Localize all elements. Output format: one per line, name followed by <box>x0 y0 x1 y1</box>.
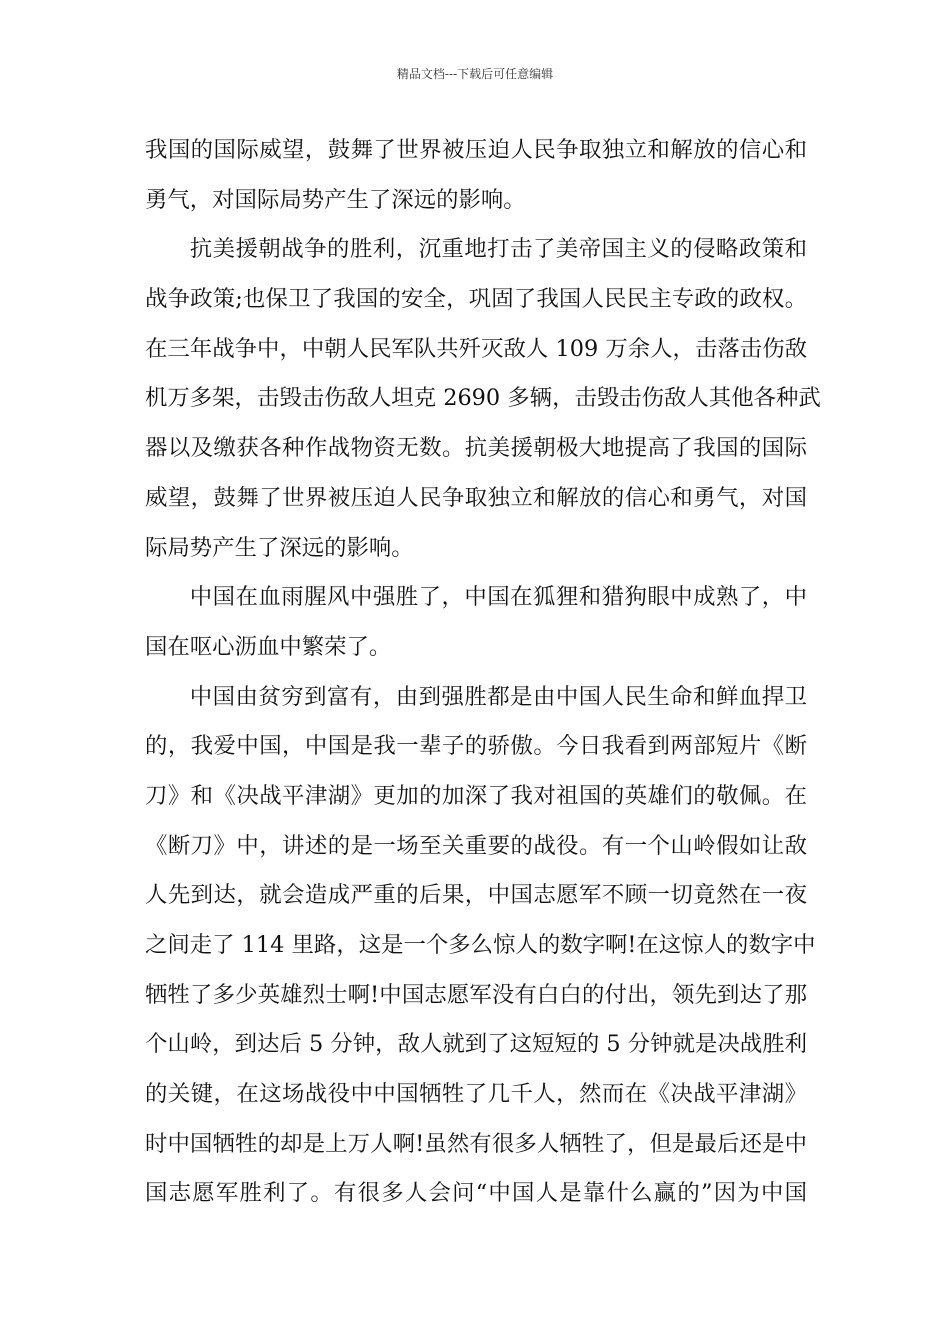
text-line: 抗美援朝战争的胜利，沉重地打击了美帝国主义的侵略政策和 <box>189 236 807 263</box>
text-line: 时中国牺牲的却是上万人啊!虽然有很多人牺牲了，但是最后还是中 <box>145 1130 807 1157</box>
text-line: 器以及缴获各种作战物资无数。抗美援朝极大地提高了我国的国际 <box>145 435 807 462</box>
text-line: 刀》和《决战平津湖》更加的加深了我对祖国的英雄们的敬佩。在 <box>145 782 807 809</box>
text-line: 战争政策;也保卫了我国的安全，巩固了我国人民民主专政的政权。 <box>145 286 807 313</box>
text-line: 中国由贫穷到富有，由到强胜都是由中国人民生命和鲜血捍卫 <box>189 683 807 710</box>
text-line: 《断刀》中，讲述的是一场至关重要的战役。有一个山岭假如让敌 <box>145 832 807 859</box>
text-line: 际局势产生了深远的影响。 <box>145 534 414 561</box>
page-header: 精品文档---下载后可任意编辑 <box>396 67 554 81</box>
text-line: 的关键，在这场战役中中国牺牲了几千人，然而在《决战平津湖》 <box>145 1081 807 1108</box>
text-line: 我国的国际威望，鼓舞了世界被压迫人民争取独立和解放的信心和 <box>145 137 807 163</box>
text-line: 勇气，对国际局势产生了深远的影响。 <box>145 186 526 213</box>
text-line: 国在呕心沥血中繁荣了。 <box>145 633 392 660</box>
body-text <box>145 126 821 1219</box>
text-line: 中国在血雨腥风中强胜了，中国在狐狸和猎狗眼中成熟了，中 <box>189 584 807 611</box>
text-line: 的，我爱中国，中国是我一辈子的骄傲。今日我看到两部短片《断 <box>145 733 807 760</box>
text-line: 个山岭，到达后 5 分钟，敌人就到了这短短的 5 分钟就是决战胜利 <box>145 1031 807 1058</box>
text-line: 机万多架，击毁击伤敌人坦克 2690 多辆，击毁击伤敌人其他各种武 <box>145 385 821 412</box>
text-line: 在三年战争中，中朝人民军队共歼灭敌人 109 万余人，击落击伤敌 <box>145 335 807 362</box>
text-line: 之间走了 114 里路，这是一个多么惊人的数字啊!在这惊人的数字中 <box>145 932 816 958</box>
text-line: 国志愿军胜利了。有很多人会问“中国人是靠什么赢的”因为中国 <box>145 1180 807 1207</box>
text-line: 威望，鼓舞了世界被压迫人民争取独立和解放的信心和勇气，对国 <box>145 484 807 511</box>
text-line: 人先到达，就会造成严重的后果，中国志愿军不顾一切竟然在一夜 <box>145 882 807 909</box>
text-line: 牺牲了多少英雄烈士啊!中国志愿军没有白白的付出，领先到达了那 <box>145 981 807 1008</box>
